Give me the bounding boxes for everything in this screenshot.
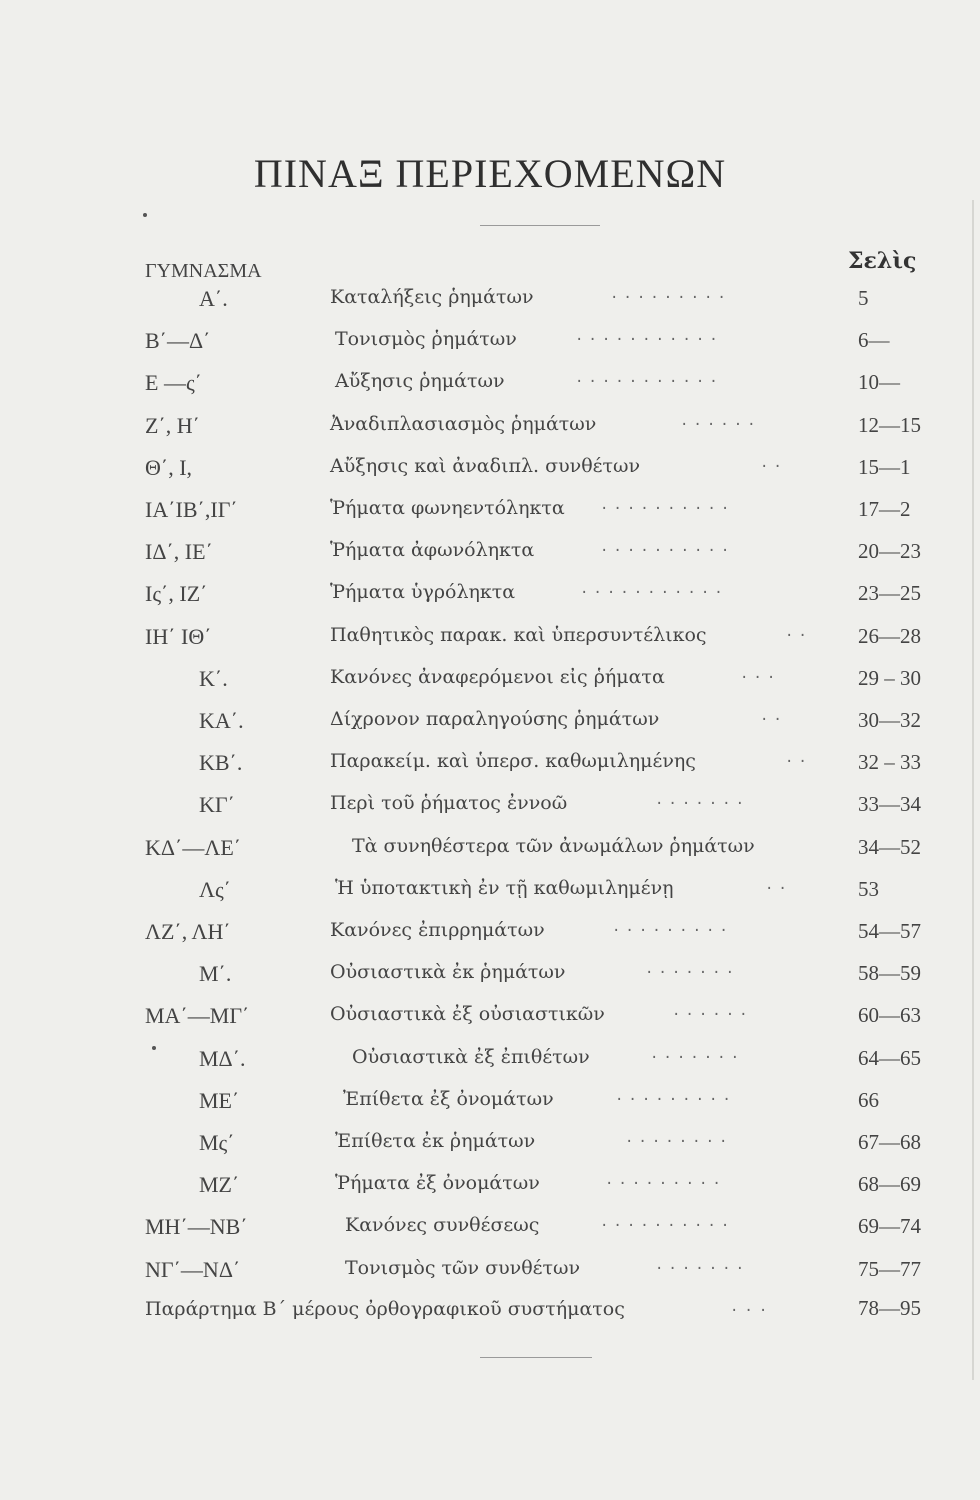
row-title: Ἐπίθετα ἐκ ῥημάτων: [335, 1130, 536, 1152]
contents-row: [0, 919, 980, 961]
row-code: Β΄—Δ΄: [145, 328, 211, 354]
row-title: Κανόνες ἐπιρρημάτων: [330, 919, 545, 941]
contents-row: [0, 539, 980, 581]
row-title: Ῥήματα φωνηεντόληκτα: [330, 497, 565, 519]
contents-row: [0, 961, 980, 1003]
contents-row: [0, 581, 980, 623]
row-title: Αὔξησις καὶ ἀναδιπλ. συνθέτων: [330, 454, 641, 477]
appendix-leader-dots: ···: [730, 1303, 774, 1319]
row-title: Δίχρονον παραληγούσης ῥημάτων: [330, 708, 660, 730]
leader-dots: ·········: [615, 1091, 736, 1108]
row-code: ΝΓ΄—ΝΔ΄: [145, 1256, 241, 1282]
row-title: Παρακείμ. καὶ ὑπερσ. καθωμιλημένης: [330, 750, 696, 773]
contents-row: [0, 1172, 980, 1214]
appendix-pages: 78—95: [858, 1296, 921, 1320]
contents-row: [0, 792, 980, 834]
row-pages: 34—52: [858, 834, 921, 859]
contents-row: [0, 1257, 980, 1299]
leader-dots: ·········: [605, 1176, 726, 1193]
row-pages: 26—28: [858, 623, 921, 648]
row-pages: 5: [858, 286, 869, 310]
row-pages: 15—1: [858, 454, 911, 479]
contents-row: [0, 1003, 980, 1045]
row-pages: 17—2: [858, 497, 911, 521]
contents-row: [0, 877, 980, 919]
row-pages: 68—69: [858, 1172, 921, 1197]
row-code: ΜΔ΄.: [199, 1045, 246, 1071]
row-pages: 20—23: [858, 539, 921, 564]
leader-dots: ·········: [610, 290, 731, 306]
row-pages: 12—15: [858, 412, 921, 437]
row-title: Καταλήξεις ῥημάτων: [330, 286, 534, 308]
leader-dots: ········: [625, 1134, 733, 1150]
row-pages: 60—63: [858, 1003, 921, 1028]
row-pages: 32 – 33: [858, 750, 921, 775]
contents-row: [0, 455, 980, 497]
row-pages: 6—: [858, 328, 890, 353]
leader-dots: ··········: [600, 1218, 735, 1235]
row-title: Ῥήματα ἐξ ὀνομάτων: [335, 1172, 540, 1195]
row-title: Παθητικὸς παρακ. καὶ ὑπερσυντέλικος: [330, 623, 707, 646]
row-pages: 58—59: [858, 961, 921, 986]
row-code: ΚΑ΄.: [199, 708, 244, 733]
leader-dots: ··: [785, 754, 812, 771]
leader-dots: ··: [760, 712, 787, 728]
row-pages: 69—74: [858, 1214, 921, 1239]
row-code: ΚΒ΄.: [199, 750, 243, 776]
leader-dots: ···: [740, 669, 781, 686]
row-code: ΚΔ΄—ΛΕ΄: [145, 834, 242, 860]
contents-row: [0, 370, 980, 412]
leader-dots: ···········: [580, 585, 728, 602]
row-pages: 10—: [858, 370, 900, 395]
row-title: Τονισμὸς τῶν συνθέτων: [345, 1256, 581, 1279]
row-code: Ζ΄, Η΄: [145, 412, 200, 438]
contents-row: [0, 1214, 980, 1256]
leader-dots: ··········: [600, 543, 735, 560]
contents-row: [0, 708, 980, 750]
row-title: Κανόνες ἀναφερόμενοι εἰς ῥήματα: [330, 665, 665, 688]
row-pages: 23—25: [858, 581, 921, 606]
row-code: Ις΄, ΙΖ΄: [145, 581, 208, 607]
leader-dots: ······: [680, 416, 761, 433]
row-code: Λς΄: [199, 876, 231, 902]
row-code: ΜΗ΄—ΝΒ΄: [145, 1214, 248, 1240]
page-title: ΠΙΝΑΞ ΠΕΡΙΕΧΟΜΕΝΩΝ: [253, 151, 727, 196]
row-pages: 67—68: [858, 1130, 921, 1154]
row-pages: 66: [858, 1087, 879, 1112]
leader-dots: ·······: [650, 1049, 745, 1066]
contents-row: [0, 666, 980, 708]
contents-row: [0, 328, 980, 370]
row-title: Ἐπίθετα ἐξ ὀνομάτων: [343, 1087, 554, 1110]
contents-row: [0, 497, 980, 539]
ink-speck: [143, 213, 147, 217]
leader-dots: ·······: [655, 796, 750, 813]
leader-dots: ··: [765, 880, 792, 897]
row-pages: 53: [858, 876, 879, 901]
row-title: Περὶ τοῦ ῥήματος ἐννοῶ: [330, 792, 568, 815]
contents-row: [0, 413, 980, 455]
row-title: Τονισμὸς ῥημάτων: [335, 328, 517, 351]
leader-dots: ···········: [575, 374, 723, 391]
row-title: Οὐσιαστικὰ ἐξ ἐπιθέτων: [352, 1045, 590, 1068]
contents-row: [0, 835, 980, 877]
row-title: Αὔξησις ῥημάτων: [335, 370, 505, 393]
contents-row: [0, 750, 980, 792]
row-title: Τὰ συνηθέστερα τῶν ἀνωμάλων ῥημάτων: [352, 834, 755, 857]
leader-dots: ·······: [645, 965, 740, 982]
row-title: Οὐσιαστικὰ ἐξ οὐσιαστικῶν: [330, 1003, 605, 1026]
row-pages: 30—32: [858, 708, 921, 732]
leader-dots: ··: [760, 458, 787, 475]
row-title: Ῥήματα ἀφωνόληκτα: [330, 539, 535, 562]
row-code: ΙΑ΄ΙΒ΄,ΙΓ΄: [145, 497, 238, 522]
contents-row: [0, 1130, 980, 1172]
row-title: Ἀναδιπλασιασμὸς ῥημάτων: [330, 412, 597, 435]
leader-dots: ··········: [600, 501, 735, 517]
bottom-divider: [480, 1357, 592, 1358]
appendix-entry: Παράρτημα Β΄ μέρους ὀρθογραφικοῦ συστήματος: [145, 1298, 625, 1320]
leader-dots: ·······: [655, 1260, 750, 1277]
contents-row: [0, 624, 980, 666]
row-code: Α΄.: [199, 286, 228, 311]
row-code: ΛΖ΄, ΛΗ΄: [145, 919, 231, 944]
row-code: ΚΓ΄: [199, 792, 235, 818]
row-title: Ἡ ὑποτακτικὴ ἐν τῇ καθωμιλημένῃ: [335, 876, 674, 899]
leader-dots: ······: [672, 1007, 753, 1024]
contents-row: [0, 286, 980, 328]
pages-column-header: Σελὶς: [848, 248, 917, 274]
row-title: Κανόνες συνθέσεως: [345, 1214, 540, 1237]
row-code: ΜΕ΄: [199, 1087, 240, 1113]
leader-dots: ··: [785, 627, 812, 644]
row-title: Οὐσιαστικὰ ἐκ ῥημάτων: [330, 961, 566, 984]
row-code: ΙΗ΄ ΙΘ΄: [145, 623, 212, 649]
leader-dots: ·········: [612, 923, 733, 939]
leader-dots: ···········: [575, 332, 723, 349]
contents-row: [0, 1046, 980, 1088]
contents-row: [0, 1088, 980, 1130]
row-pages: 29 – 30: [858, 665, 921, 690]
row-pages: 33—34: [858, 792, 921, 817]
row-code: Ε —ς΄: [145, 370, 202, 396]
row-code: Κ΄.: [199, 665, 228, 691]
row-pages: 54—57: [858, 919, 921, 943]
row-pages: 64—65: [858, 1045, 921, 1070]
row-code: Θ΄, Ι,: [145, 454, 193, 480]
row-code: Μ΄.: [199, 961, 232, 987]
row-code: ΙΔ΄, ΙΕ΄: [145, 539, 213, 565]
row-code: ΜΑ΄—ΜΓ΄: [145, 1003, 250, 1029]
title-divider: [480, 225, 600, 226]
row-pages: 75—77: [858, 1256, 921, 1281]
section-label: ΓΥΜΝΑΣΜΑ: [145, 260, 262, 282]
row-code: Μς΄: [199, 1130, 235, 1155]
row-title: Ῥήματα ὑγρόληκτα: [330, 581, 516, 604]
row-code: ΜΖ΄: [199, 1172, 240, 1198]
